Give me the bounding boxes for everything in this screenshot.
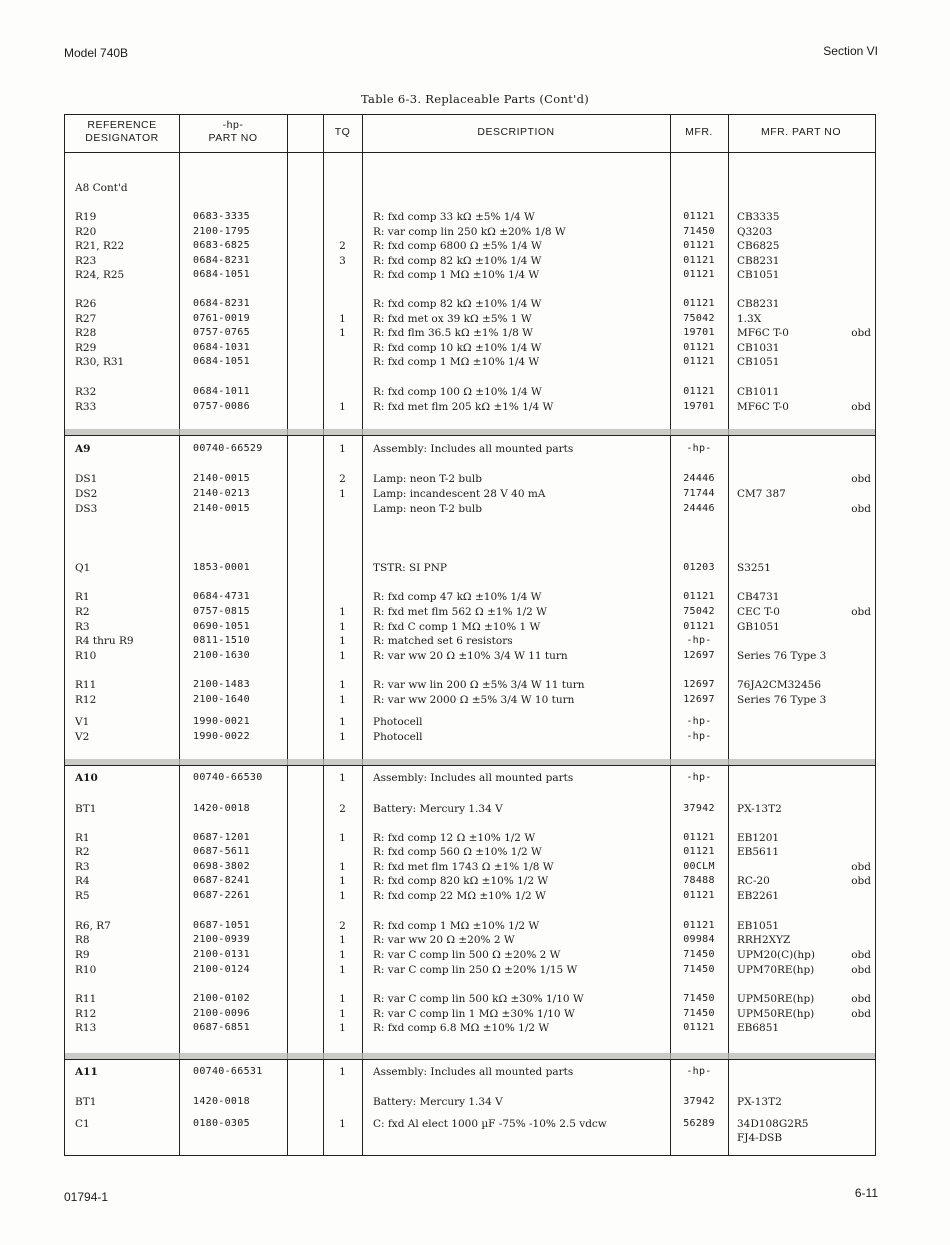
cell-mpn: EB1201: [737, 832, 780, 844]
cell-tq: 1: [339, 1066, 346, 1078]
cell-desc: R: fxd comp 33 kΩ ±5% 1/4 W: [373, 211, 535, 223]
col-header-tq: TQ: [334, 126, 351, 138]
cell-mfr: 09984: [683, 934, 715, 945]
cell-mfr: 75042: [683, 313, 715, 324]
cell-mpn: PX-13T2: [737, 1096, 782, 1108]
cell-mfr: 71450: [683, 993, 715, 1004]
cell-ref: R1: [75, 591, 90, 603]
cell-part: 2140-0015: [193, 503, 250, 514]
cell-part: 2100-0102: [193, 993, 250, 1004]
cell-ref: R30, R31: [75, 356, 125, 368]
cell-tq: 1: [339, 934, 346, 946]
col-divider: [287, 115, 288, 1155]
cell-note: obd: [851, 327, 871, 339]
cell-tq: 1: [339, 443, 346, 455]
cell-part: 0687-2261: [193, 890, 250, 901]
cell-mpn: CEC T-0: [737, 606, 780, 618]
cell-tq: 1: [339, 949, 346, 961]
cell-part: 0684-1051: [193, 356, 250, 367]
cell-tq: 1: [339, 635, 346, 647]
cell-part: 2100-1795: [193, 226, 250, 237]
cell-mfr: 19701: [683, 327, 715, 338]
cell-mpn: CB1031: [737, 342, 780, 354]
cell-mpn: UPM50RE(hp): [737, 1008, 815, 1020]
cell-part: 1420-0018: [193, 1096, 250, 1107]
cell-mpn: EB2261: [737, 890, 780, 902]
cell-part: 0684-1011: [193, 386, 250, 397]
cell-mfr: 01121: [683, 211, 715, 222]
cell-ref: R2: [75, 606, 90, 618]
cell-mpn: CB3335: [737, 211, 780, 223]
cell-tq: 1: [339, 875, 346, 887]
cell-ref: R24, R25: [75, 269, 125, 281]
cell-desc: R: fxd comp 47 kΩ ±10% 1/4 W: [373, 591, 542, 603]
cell-mpn: EB6851: [737, 1022, 780, 1034]
cell-part: 1990-0022: [193, 731, 250, 742]
cell-mfr: 01121: [683, 386, 715, 397]
cell-mfr: -hp-: [686, 716, 712, 727]
cell-ref: BT1: [75, 803, 97, 815]
cell-mfr: 01121: [683, 255, 715, 266]
cell-mpn: RRH2XYZ: [737, 934, 791, 946]
cell-part: 0690-1051: [193, 621, 250, 632]
cell-ref: R3: [75, 861, 90, 873]
cell-mfr: 01121: [683, 890, 715, 901]
cell-tq: 2: [339, 920, 346, 932]
col-divider: [362, 115, 363, 1155]
cell-mfr: 24446: [683, 503, 715, 514]
cell-mfr: -hp-: [686, 635, 712, 646]
cell-ref: BT1: [75, 1096, 97, 1108]
cell-desc: R: fxd met flm 562 Ω ±1% 1/2 W: [373, 606, 547, 618]
cell-part: 0757-0086: [193, 401, 250, 412]
cell-mfr: 01121: [683, 920, 715, 931]
cell-mpn: UPM50RE(hp): [737, 993, 815, 1005]
col-divider: [179, 115, 180, 1155]
cell-desc: R: matched set 6 resistors: [373, 635, 513, 647]
cell-ref: R10: [75, 964, 97, 976]
cell-desc: R: fxd comp 10 kΩ ±10% 1/4 W: [373, 342, 542, 354]
cell-desc: Lamp: incandescent 28 V 40 mA: [373, 488, 546, 500]
cell-tq: 1: [339, 964, 346, 976]
cell-mpn: S3251: [737, 562, 771, 574]
section-rule: [65, 765, 875, 766]
cell-desc: TSTR: SI PNP: [373, 562, 447, 574]
cell-mpn: CB1051: [737, 269, 780, 281]
cell-ref: R4: [75, 875, 90, 887]
cell-part: 0684-8231: [193, 255, 250, 266]
cell-note: obd: [851, 964, 871, 976]
cell-desc: Battery: Mercury 1.34 V: [373, 1096, 503, 1108]
cell-mpn: CB6825: [737, 240, 780, 252]
cell-desc: Lamp: neon T-2 bulb: [373, 503, 482, 515]
cell-note: obd: [851, 861, 871, 873]
cell-desc: Photocell: [373, 716, 423, 728]
cell-ref: Q1: [75, 562, 91, 574]
cell-note: obd: [851, 503, 871, 515]
col-header-line: REFERENCE: [87, 119, 157, 131]
cell-tq: 1: [339, 488, 346, 500]
col-header-line: DESIGNATOR: [85, 132, 159, 144]
cell-part: 0698-3802: [193, 861, 250, 872]
cell-ref: C1: [75, 1118, 90, 1130]
col-header-mfr: MFR.: [685, 126, 713, 138]
cell-tq: 1: [339, 621, 346, 633]
cell-mfr: 75042: [683, 606, 715, 617]
cell-mpn: CB8231: [737, 255, 780, 267]
cell-mfr: -hp-: [686, 1066, 712, 1077]
cell-ref: R20: [75, 226, 97, 238]
cell-mpn: Series 76 Type 3: [737, 650, 827, 662]
cell-ref: A11: [75, 1066, 98, 1078]
cell-mpn: 1.3X: [737, 313, 762, 325]
cell-mfr: 01121: [683, 356, 715, 367]
cell-desc: R: fxd comp 82 kΩ ±10% 1/4 W: [373, 255, 542, 267]
cell-desc: R: fxd met flm 205 kΩ ±1% 1/4 W: [373, 401, 554, 413]
cell-ref: R27: [75, 313, 97, 325]
cell-note: obd: [851, 875, 871, 887]
cell-tq: 1: [339, 716, 346, 728]
table-title: Table 6-3. Replaceable Parts (Cont'd): [360, 92, 590, 106]
cell-note: obd: [851, 1008, 871, 1020]
cell-part: 0811-1510: [193, 635, 250, 646]
cell-mfr: -hp-: [686, 443, 712, 454]
cell-ref: A9: [75, 443, 91, 455]
cell-mfr: -hp-: [686, 731, 712, 742]
cell-ref: R33: [75, 401, 97, 413]
cell-desc: R: fxd comp 1 MΩ ±10% 1/2 W: [373, 920, 540, 932]
cell-ref: R32: [75, 386, 97, 398]
col-divider: [728, 115, 729, 1155]
cell-part: 0757-0815: [193, 606, 250, 617]
section-rule: [65, 435, 875, 436]
cell-part: 1420-0018: [193, 803, 250, 814]
cell-mfr: 71450: [683, 226, 715, 237]
cell-ref: R6, R7: [75, 920, 111, 932]
cell-mfr: 71450: [683, 964, 715, 975]
cell-part: 2100-0096: [193, 1008, 250, 1019]
cell-mpn: CB4731: [737, 591, 780, 603]
col-header-hp-part: [179, 119, 287, 145]
cell-part: 2100-1483: [193, 679, 250, 690]
cell-mpn: EB1051: [737, 920, 780, 932]
cell-desc: C: fxd Al elect 1000 µF -75% -10% 2.5 vdcw: [373, 1118, 607, 1130]
cell-desc: R: fxd comp 6.8 MΩ ±10% 1/2 W: [373, 1022, 550, 1034]
cell-mfr: -hp-: [686, 772, 712, 783]
cell-desc: R: var ww 20 Ω ±20% 2 W: [373, 934, 515, 946]
cell-mpn: PX-13T2: [737, 803, 782, 815]
section-rule: [65, 1059, 875, 1060]
cell-mfr: 12697: [683, 650, 715, 661]
cell-part: 0683-3335: [193, 211, 250, 222]
cell-part: 2100-0131: [193, 949, 250, 960]
cell-part: 0757-0765: [193, 327, 250, 338]
cell-ref: R26: [75, 298, 97, 310]
cell-tq: 1: [339, 401, 346, 413]
cell-mpn: CB1011: [737, 386, 780, 398]
cell-tq: 1: [339, 327, 346, 339]
cell-desc: R: var ww lin 200 Ω ±5% 3/4 W 11 turn: [373, 679, 585, 691]
cell-ref: R19: [75, 211, 97, 223]
cell-ref: A10: [75, 772, 98, 784]
cell-part: 0687-1051: [193, 920, 250, 931]
cell-ref: R12: [75, 1008, 97, 1020]
cell-note: obd: [851, 473, 871, 485]
cell-desc: Battery: Mercury 1.34 V: [373, 803, 503, 815]
cell-part: 0180-0305: [193, 1118, 250, 1129]
cell-tq: 1: [339, 861, 346, 873]
cell-tq: 1: [339, 606, 346, 618]
cell-ref: R2: [75, 846, 90, 858]
cell-desc: Assembly: Includes all mounted parts: [373, 772, 574, 784]
cell-part: 00740-66530: [193, 772, 263, 783]
footer-doc-number: 01794-1: [64, 1190, 109, 1204]
cell-mfr: 12697: [683, 679, 715, 690]
cell-part: 2100-0124: [193, 964, 250, 975]
cell-part: 00740-66529: [193, 443, 263, 454]
cell-desc: R: fxd comp 82 kΩ ±10% 1/4 W: [373, 298, 542, 310]
parts-table: [64, 114, 876, 1156]
cell-ref: R13: [75, 1022, 97, 1034]
cell-note: obd: [851, 949, 871, 961]
cell-ref: DS3: [75, 503, 98, 515]
cell-part: 0683-6825: [193, 240, 250, 251]
cell-tq: 1: [339, 1118, 346, 1130]
cell-part: 0687-5611: [193, 846, 250, 857]
cell-mpn: Series 76 Type 3: [737, 694, 827, 706]
cell-mfr: 37942: [683, 803, 715, 814]
cell-mpn: CM7 387: [737, 488, 786, 500]
cell-desc: R: var C comp lin 1 MΩ ±30% 1/10 W: [373, 1008, 575, 1020]
cell-mpn: UPM70RE(hp): [737, 964, 815, 976]
col-header-reference: [65, 119, 179, 145]
cell-tq: 2: [339, 240, 346, 252]
cell-desc: Assembly: Includes all mounted parts: [373, 1066, 574, 1078]
cell-mpn: 34D108G2R5: [737, 1118, 809, 1130]
cell-mpn: Q3203: [737, 226, 773, 238]
cell-part: 2100-0939: [193, 934, 250, 945]
cell-desc: Lamp: neon T-2 bulb: [373, 473, 482, 485]
col-header-line: -hp-: [222, 119, 244, 131]
cell-tq: 1: [339, 679, 346, 691]
cell-tq: 1: [339, 731, 346, 743]
cell-mfr: 12697: [683, 694, 715, 705]
cell-desc: R: var C comp lin 500 Ω ±20% 2 W: [373, 949, 561, 961]
cell-part: 2100-1630: [193, 650, 250, 661]
cell-ref: R3: [75, 621, 90, 633]
col-header-mfr-part: MFR. PART NO: [760, 126, 842, 138]
cell-part: 0761-0019: [193, 313, 250, 324]
cell-desc: R: var C comp lin 250 Ω ±20% 1/15 W: [373, 964, 578, 976]
cell-desc: Assembly: Includes all mounted parts: [373, 443, 574, 455]
cell-ref: R29: [75, 342, 97, 354]
cell-ref: R21, R22: [75, 240, 125, 252]
col-header-line: PART NO: [208, 132, 258, 144]
cell-part: 2100-1640: [193, 694, 250, 705]
cell-mpn: FJ4-DSB: [737, 1132, 783, 1144]
cell-part: 0684-4731: [193, 591, 250, 602]
cell-desc: R: fxd comp 100 Ω ±10% 1/4 W: [373, 386, 542, 398]
cell-desc: Photocell: [373, 731, 423, 743]
cell-mfr: 01121: [683, 269, 715, 280]
cell-ref: R12: [75, 694, 97, 706]
cell-ref: A8 Cont'd: [75, 182, 128, 194]
cell-desc: R: fxd met flm 1743 Ω ±1% 1/8 W: [373, 861, 554, 873]
cell-desc: R: fxd C comp 1 MΩ ±10% 1 W: [373, 621, 541, 633]
cell-ref: R23: [75, 255, 97, 267]
cell-part: 0687-8241: [193, 875, 250, 886]
cell-mpn: UPM20(C)(hp): [737, 949, 815, 961]
cell-mfr: 19701: [683, 401, 715, 412]
cell-mfr: 00CLM: [683, 861, 715, 872]
cell-note: obd: [851, 606, 871, 618]
cell-mpn: 76JA2CM32456: [737, 679, 822, 691]
cell-ref: R11: [75, 993, 97, 1005]
cell-mfr: 01121: [683, 846, 715, 857]
cell-mfr: 01121: [683, 342, 715, 353]
cell-mfr: 01121: [683, 240, 715, 251]
cell-desc: R: fxd comp 6800 Ω ±5% 1/4 W: [373, 240, 542, 252]
cell-note: obd: [851, 401, 871, 413]
cell-mfr: 01121: [683, 621, 715, 632]
cell-desc: R: fxd flm 36.5 kΩ ±1% 1/8 W: [373, 327, 533, 339]
cell-mfr: 71744: [683, 488, 715, 499]
cell-ref: DS1: [75, 473, 98, 485]
cell-mpn: CB8231: [737, 298, 780, 310]
cell-tq: 1: [339, 694, 346, 706]
cell-mpn: GB1051: [737, 621, 780, 633]
cell-part: 0687-1201: [193, 832, 250, 843]
cell-desc: R: fxd met ox 39 kΩ ±5% 1 W: [373, 313, 532, 325]
cell-ref: V2: [75, 731, 90, 743]
cell-note: obd: [851, 993, 871, 1005]
cell-mfr: 71450: [683, 1008, 715, 1019]
cell-desc: R: fxd comp 1 MΩ ±10% 1/4 W: [373, 269, 540, 281]
cell-ref: DS2: [75, 488, 98, 500]
cell-desc: R: fxd comp 820 kΩ ±10% 1/2 W: [373, 875, 549, 887]
cell-mfr: 71450: [683, 949, 715, 960]
cell-mfr: 24446: [683, 473, 715, 484]
page-header-section: Section VI: [823, 44, 878, 58]
cell-tq: 1: [339, 650, 346, 662]
cell-tq: 2: [339, 473, 346, 485]
cell-part: 1990-0021: [193, 716, 250, 727]
cell-part: 0687-6851: [193, 1022, 250, 1033]
cell-tq: 1: [339, 993, 346, 1005]
footer-page-number: 6-11: [854, 1186, 878, 1200]
cell-tq: 2: [339, 803, 346, 815]
cell-desc: R: var ww 2000 Ω ±5% 3/4 W 10 turn: [373, 694, 575, 706]
header-rule: [65, 152, 875, 153]
cell-desc: R: fxd comp 1 MΩ ±10% 1/4 W: [373, 356, 540, 368]
cell-mfr: 56289: [683, 1118, 715, 1129]
cell-mpn: MF6C T-0: [737, 327, 789, 339]
cell-part: 2140-0015: [193, 473, 250, 484]
cell-ref: R4 thru R9: [75, 635, 134, 647]
cell-part: 2140-0213: [193, 488, 250, 499]
cell-part: 1853-0001: [193, 562, 250, 573]
page-header-model: Model 740B: [64, 46, 129, 60]
cell-mfr: 01121: [683, 298, 715, 309]
cell-tq: 3: [339, 255, 346, 267]
cell-ref: R11: [75, 679, 97, 691]
col-header-description: DESCRIPTION: [477, 126, 555, 138]
cell-tq: 1: [339, 832, 346, 844]
cell-part: 0684-1031: [193, 342, 250, 353]
cell-ref: R10: [75, 650, 97, 662]
cell-tq: 1: [339, 890, 346, 902]
cell-ref: R5: [75, 890, 90, 902]
cell-ref: R28: [75, 327, 97, 339]
cell-ref: V1: [75, 716, 90, 728]
cell-mfr: 01203: [683, 562, 715, 573]
cell-desc: R: fxd comp 12 Ω ±10% 1/2 W: [373, 832, 536, 844]
cell-ref: R9: [75, 949, 90, 961]
cell-mfr: 01121: [683, 591, 715, 602]
cell-ref: R1: [75, 832, 90, 844]
cell-part: 00740-66531: [193, 1066, 263, 1077]
cell-mfr: 01121: [683, 832, 715, 843]
cell-desc: R: fxd comp 22 MΩ ±10% 1/2 W: [373, 890, 546, 902]
cell-mpn: RC-20: [737, 875, 770, 887]
cell-part: 0684-1051: [193, 269, 250, 280]
cell-mpn: CB1051: [737, 356, 780, 368]
cell-mpn: EB5611: [737, 846, 780, 858]
cell-tq: 1: [339, 1022, 346, 1034]
cell-mfr: 78488: [683, 875, 715, 886]
cell-mpn: MF6C T-0: [737, 401, 789, 413]
cell-desc: R: var C comp lin 500 kΩ ±30% 1/10 W: [373, 993, 584, 1005]
cell-desc: R: var ww 20 Ω ±10% 3/4 W 11 turn: [373, 650, 568, 662]
cell-desc: R: var comp lin 250 kΩ ±20% 1/8 W: [373, 226, 566, 238]
cell-tq: 1: [339, 313, 346, 325]
cell-tq: 1: [339, 1008, 346, 1020]
cell-ref: R8: [75, 934, 90, 946]
cell-tq: 1: [339, 772, 346, 784]
cell-mfr: 01121: [683, 1022, 715, 1033]
cell-part: 0684-8231: [193, 298, 250, 309]
cell-mfr: 37942: [683, 1096, 715, 1107]
cell-desc: R: fxd comp 560 Ω ±10% 1/2 W: [373, 846, 542, 858]
